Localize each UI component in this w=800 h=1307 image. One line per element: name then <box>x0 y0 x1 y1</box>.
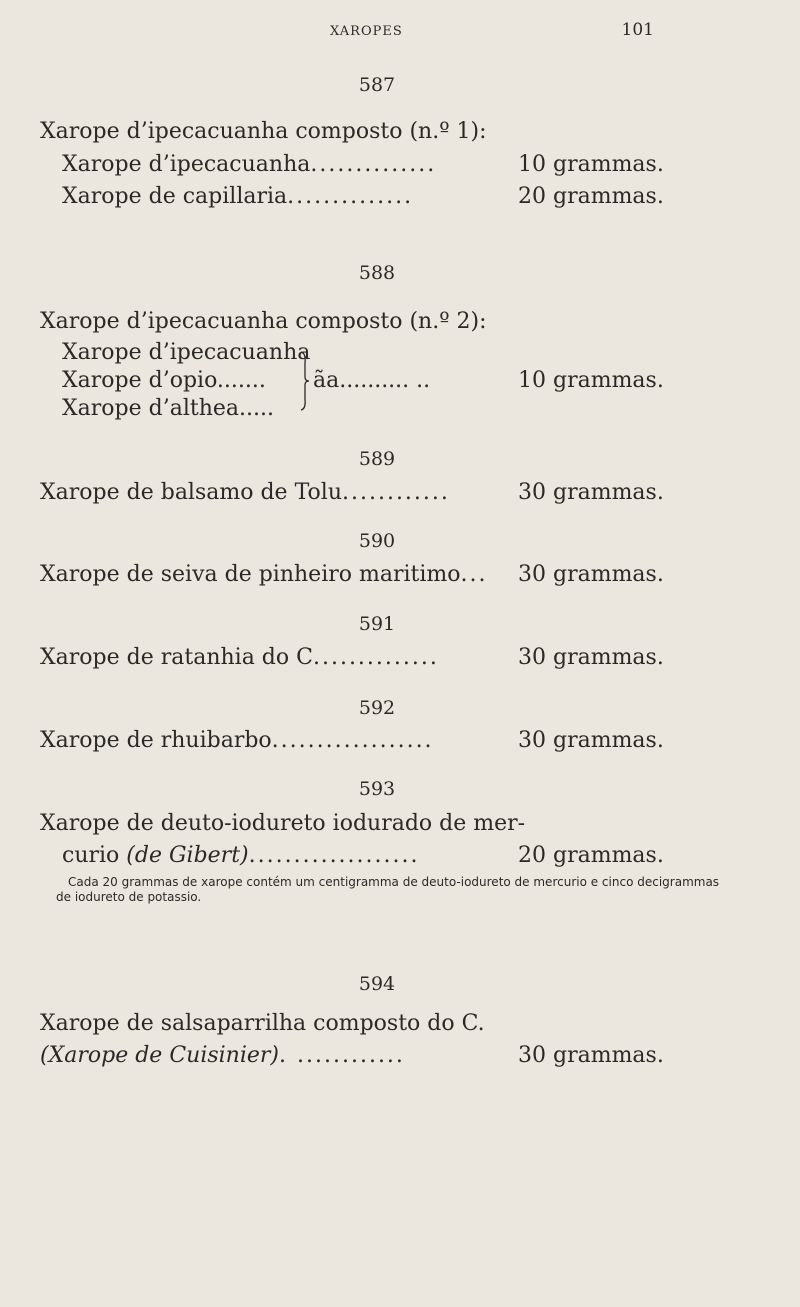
ana-suffix: ãa.......... .. <box>313 368 431 393</box>
dot-leaders: .............. <box>287 184 414 209</box>
quantity: 30 grammas. <box>518 645 664 670</box>
dot-leaders: ............ <box>341 480 450 505</box>
synonym: (Xarope de Cuisinier) <box>40 1043 280 1068</box>
entry-number: 593 <box>358 778 396 800</box>
entry-number: 590 <box>358 530 396 552</box>
quantity: 30 grammas. <box>518 480 664 505</box>
ingredient-line <box>40 562 487 587</box>
quantity: 20 grammas. <box>518 184 664 209</box>
running-title: XAROPES <box>330 24 403 39</box>
ingredient-name: curio <box>62 843 127 868</box>
ingredient-line <box>40 728 434 753</box>
quantity: 10 grammas. <box>518 368 664 393</box>
dot-leaders: . ............ <box>279 1043 405 1068</box>
entry-title: Xarope d’ipecacuanha composto (n.º 2): <box>40 309 487 334</box>
ingredient-line <box>62 184 413 209</box>
ingredient-name: Xarope de rhuibarbo <box>40 728 272 753</box>
entry-number: 587 <box>358 74 396 96</box>
entry-number: 589 <box>358 448 396 470</box>
ingredient-line <box>40 480 450 505</box>
ingredient-name: Xarope de capillaria <box>62 184 288 209</box>
entry-number: 588 <box>358 262 396 284</box>
entry-number: 592 <box>358 697 396 719</box>
quantity: 10 grammas. <box>518 152 664 177</box>
brace <box>300 351 310 411</box>
ingredient-line <box>40 1043 405 1068</box>
entry-title: Xarope d’ipecacuanha composto (n.º 1): <box>40 119 487 144</box>
dot-leaders: ... <box>460 562 488 587</box>
author-attribution: (de Gibert) <box>126 843 249 868</box>
group-ingredient: Xarope d’althea..... <box>62 396 274 421</box>
quantity: 30 grammas. <box>518 562 664 587</box>
ingredient-line <box>62 152 436 177</box>
dot-leaders: .............. <box>310 152 437 177</box>
quantity: 20 grammas. <box>518 843 664 868</box>
ingredient-name: Xarope de balsamo de Tolu <box>40 480 342 505</box>
dot-leaders: .................. <box>271 728 434 753</box>
dot-leaders: .............. <box>312 645 439 670</box>
ingredient-name: Xarope de ratanhia do C <box>40 645 313 670</box>
quantity: 30 grammas. <box>518 1043 664 1068</box>
footnote: Cada 20 grammas de xarope contém um centigramma de deuto-iodureto de mercurio e cinco decigrammas de iodureto de potassio. <box>56 875 720 904</box>
entry-title-line: Xarope de salsaparrilha composto do C. <box>40 1011 485 1036</box>
entry-title-line: Xarope de deuto-iodureto iodurado de mer- <box>40 811 526 836</box>
ingredient-name: Xarope de seiva de pinheiro maritimo <box>40 562 461 587</box>
group-ingredient: Xarope d’ipecacuanha <box>62 340 311 365</box>
quantity: 30 grammas. <box>518 728 664 753</box>
entry-number: 591 <box>358 613 396 635</box>
entry-number: 594 <box>358 973 396 995</box>
dot-leaders: ................... <box>248 843 420 868</box>
ingredient-line <box>62 843 420 868</box>
ingredient-name: Xarope d’ipecacuanha <box>62 152 311 177</box>
ingredient-line <box>40 645 439 670</box>
running-head <box>0 18 800 48</box>
group-ingredient: Xarope d’opio....... <box>62 368 266 393</box>
page-number: 101 <box>621 20 654 40</box>
